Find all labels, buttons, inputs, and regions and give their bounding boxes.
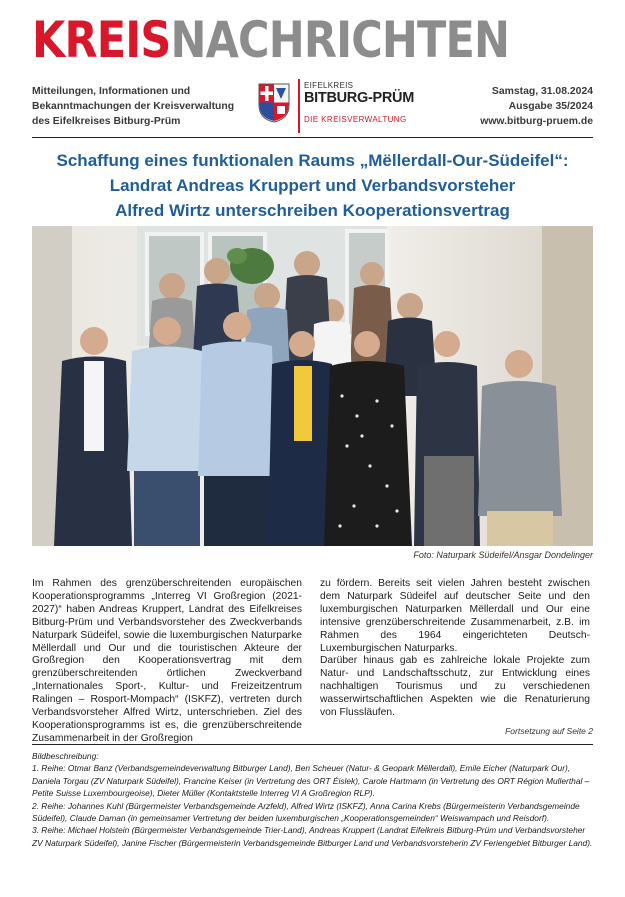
logo-divider — [298, 79, 300, 133]
publication-tagline — [32, 84, 262, 129]
photo-description — [32, 750, 593, 849]
article-paragraph: Darüber hinaus gab es zahlreiche lokale Projekte zum Natur- und Landschaftsschutz, zur Entwicklung eines nachhaltigen Tourismus und zu verschiedenen wasserwirtschaftlichen Aspekten wie die Renaturierung von Flussläufen. — [320, 655, 590, 719]
coat-of-arms-icon — [258, 83, 290, 123]
kreisverwaltung-logo — [258, 79, 428, 133]
article-headline — [32, 148, 593, 223]
logo-die-kreisverwaltung: DIE KREISVERWALTUNG — [304, 115, 407, 124]
tagline-line: Mitteilungen, Informationen und — [32, 86, 191, 97]
headline-line: Schaffung eines funktionalen Raums „Mëllerdall-Our-Südeifel“: — [56, 151, 569, 170]
issue-info — [480, 84, 593, 129]
article-column-1 — [32, 578, 302, 746]
masthead-nachrichten: NACHRICHTEN — [170, 11, 510, 69]
issue-number: Ausgabe 35/2024 — [508, 101, 593, 112]
captions-rule — [32, 744, 593, 745]
logo-bitburg-pruem: BITBURG-PRÜM — [304, 90, 414, 106]
tagline-line: des Eifelkreises Bitburg-Prüm — [32, 116, 181, 127]
tagline-line: Bekanntmachungen der Kreisverwaltung — [32, 101, 235, 112]
photo-description-heading: Bildbeschreibung: — [32, 751, 99, 761]
photo-credit: Foto: Naturpark Südeifel/Ansgar Dondelinger — [413, 550, 593, 560]
photo-description-row: 1. Reihe: Otmar Banz (Verbandsgemeindeverwaltung Bitburger Land), Ben Scheuer (Natur- & Geopark Mëllerdall), Emile Eicher (Naturpark Our), Daniela Torgau (ZV Naturpark Südeifel), Francine Keiser (in Vertretung des ORT Éislek), Carole Hartmann (in Vertretung des ORT Région Mullerthal – Petite Suisse Luxembourgeoise), Dieter Müller (Kontaktstelle Interreg VI A Großregion RLP). — [32, 763, 590, 799]
group-photo — [32, 226, 593, 546]
header-rule — [32, 137, 593, 138]
masthead-kreis: KREIS — [32, 11, 171, 69]
article-paragraph: Im Rahmen des grenzüberschreitenden europäischen Kooperationsprogramms „Interreg VI Großregion (2021-2027)“ haben Andreas Kruppert, Landrat des Eifelkreises Bitburg-Prüm und Verbandsvorsteher des Zweckverbands Naturpark Südeifel, sowie die luxemburgischen Naturparke Mëllerdall und Our und die touristischen Akteure der Großregion den Kooperationsvertrag mit dem grenzüberschreitenden örtlichen Zweckverband „Internationales Sport-, Kultur- und Freizeitzentrum Ralingen – Rosport-Mompach“ (ISKFZ), vertreten durch Verbandsvorsteher Alfred Wirtz, unterschrieben. Ziel des Kooperationsprogramms ist es, die grenzüberschreitende Zusammenarbeit in der Großregion — [32, 578, 302, 744]
website-link[interactable]: www.bitburg-pruem.de — [480, 116, 593, 127]
headline-line: Landrat Andreas Kruppert und Verbandsvorsteher — [109, 176, 516, 195]
group-photo-image — [32, 226, 593, 546]
article-paragraph: zu fördern. Bereits seit vielen Jahren besteht zwischen dem Naturpark Südeifel auf deutscher Seite und den luxemburgischen Naturparken Mëllerdall und Our eine intensive grenzüberschreitende Zusammenarbeit, z.B. im Rahmen des 1964 eingerichteten Deutsch-Luxemburgischen Naturparks. — [320, 578, 590, 654]
photo-description-row: 2. Reihe: Johannes Kuhl (Bürgermeister Verbandsgemeinde Arzfeld), Alfred Wirtz (ISKFZ), Anna Carina Krebs (Bürgermeisterin Verbandsgemeinde Südeifel), Claude Daman (in gemeinsamer Vertretung der beiden luxemburgischen „Kooperationsgemeinden“ Weiswampach und Reisdorf). — [32, 800, 580, 824]
headline-line: Alfred Wirtz unterschreiben Kooperationsvertrag — [115, 201, 510, 220]
issue-date: Samstag, 31.08.2024 — [491, 86, 593, 97]
photo-description-row: 3. Reihe: Michael Holstein (Bürgermeister Verbandsgemeinde Trier-Land), Andreas Kruppert (Landrat Eifelkreis Bitburg-Prüm und Verbandsvorsteher ZV Naturpark Südeifel), Janine Fischer (Bürgermeisterin Verbandsgemeinde Bitburger Land und Verbandsvorsteherin ZV Feriengebiet Bitburger Land). — [32, 825, 593, 848]
logo-eifelkreis: EIFELKREIS — [304, 81, 354, 90]
continued-note: Fortsetzung auf Seite 2 — [505, 726, 593, 736]
article-column-2 — [320, 578, 590, 720]
masthead-title — [32, 11, 510, 69]
